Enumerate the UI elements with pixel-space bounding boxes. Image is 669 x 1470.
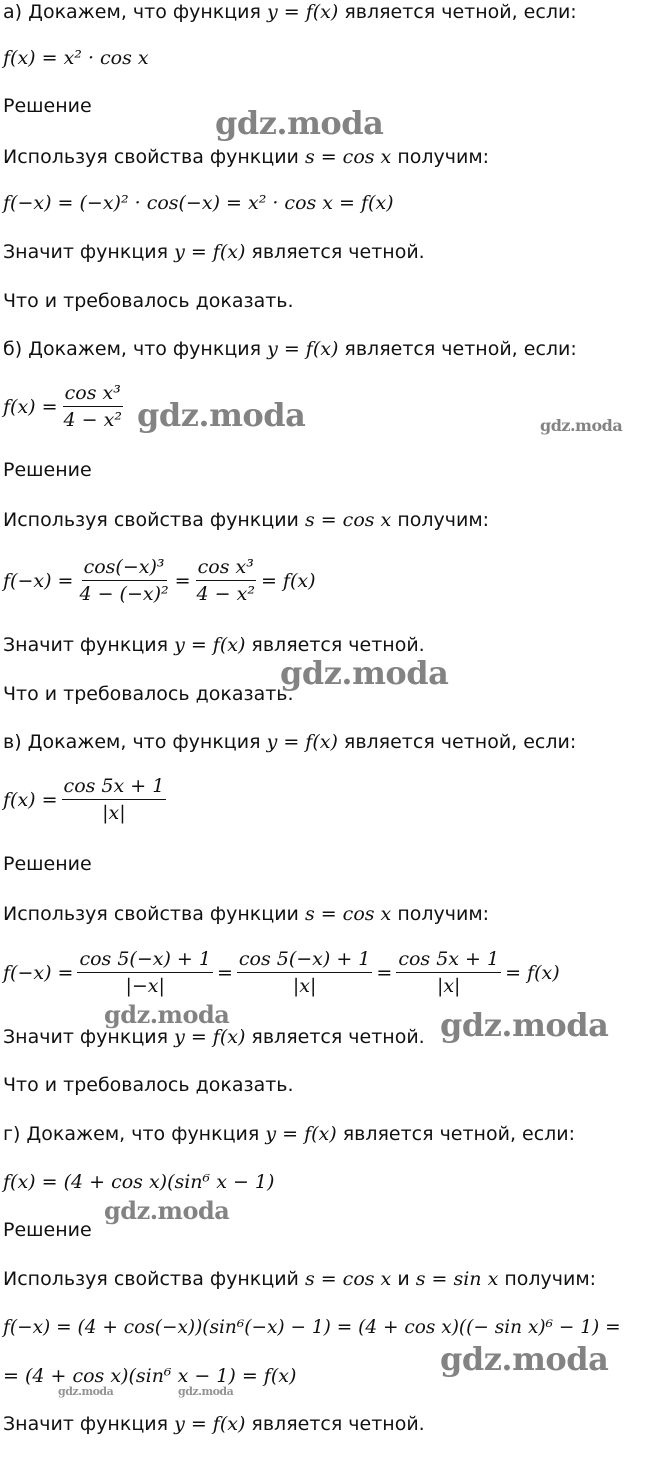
part-g-task: г) Докажем, что функция y = f(x) является четной, если: (3, 1123, 576, 1145)
part-v-solution-label: Решение (3, 853, 92, 875)
watermark-logo: gdz.moda (58, 1385, 114, 1398)
watermark-logo: gdz.moda (104, 1000, 230, 1029)
part-g-conclusion: Значит функция y = f(x) является четной. (3, 1413, 425, 1435)
part-b-solution-label: Решение (3, 459, 92, 481)
watermark-logo: gdz.moda (137, 396, 306, 434)
part-g-derivation-line-1: f(−x) = (4 + cos(−x))(sin⁶(−x) − 1) = (4 + cos x)((− sin x)⁶ − 1) = (3, 1317, 621, 1338)
fraction: $\frac{\text{cos x³}}{\text{4 − x²}}$ (196, 556, 255, 605)
watermark-logo: gdz.moda (104, 1196, 230, 1225)
part-a-using: Используя свойства функции s = cos x получим: (3, 146, 490, 168)
part-v-using: Используя свойства функции s = cos x получим: (3, 903, 490, 925)
part-g-derivation-line-2: = (4 + cos x)(sin⁶ x − 1) = f(x) (3, 1365, 297, 1387)
part-v-formula: f(x) = $\frac{\cos 5x + 1}{|x|}$ (3, 775, 165, 824)
part-v-derivation: f(−x) = $\frac{\cos 5(-x) + 1}{|-x|}$ = $\frac{\cos 5(-x) + 1}{|x|}$ = $\frac{\cos 5x + 1}{|x|}$ = f(x) (3, 948, 560, 997)
fraction: $\frac{\cos 5(-x) + 1}{|x|}$ (238, 948, 371, 997)
part-b-conclusion: Значит функция y = f(x) является четной. (3, 634, 425, 656)
fraction: $\frac{\cos 5x + 1}{|x|}$ (63, 775, 165, 824)
part-b-task: б) Докажем, что функция y = f(x) является четной, если: (3, 338, 577, 360)
part-g-formula: f(x) = (4 + cos x)(sin⁶ x − 1) (3, 1171, 275, 1193)
fraction: $\frac{\text{cos(−x)³}}{\text{4 − (−x)²}}$ (79, 556, 169, 605)
watermark-logo: gdz.moda (440, 1340, 609, 1378)
part-a-derivation: f(−x) = (−x)² · cos(−x) = x² · cos x = f(x) (3, 192, 394, 214)
part-b-formula: f(x) = $\frac{\text{cos x³}}{\text{4 − x²}}$ (3, 382, 122, 431)
part-a-task: а) Докажем, что функция y = f(x) является четной, если: (3, 1, 577, 23)
part-v-task: в) Докажем, что функция y = f(x) является четной, если: (3, 731, 577, 753)
part-g-using: Используя свойства функций s = cos x и s = sin x получим: (3, 1268, 597, 1290)
watermark-logo: gdz.moda (440, 1006, 609, 1044)
part-b-derivation: f(−x) = $\frac{\text{cos(−x)³}}{\text{4 − (−x)²}}$ = $\frac{\text{cos x³}}{\text{4 − x²}}$ = f(x) (3, 556, 316, 605)
fraction: $\frac{\text{cos x³}}{\text{4 − x²}}$ (63, 382, 122, 431)
watermark-logo: gdz.moda (178, 1385, 234, 1398)
part-a-qed: Что и требовалось доказать. (3, 290, 294, 312)
part-g-solution-label: Решение (3, 1219, 92, 1241)
watermark-logo: gdz.moda (280, 654, 449, 692)
part-a-conclusion: Значит функция y = f(x) является четной. (3, 241, 425, 263)
watermark-logo: gdz.moda (215, 104, 384, 142)
part-b-using: Используя свойства функции s = cos x получим: (3, 509, 490, 531)
fraction: $\frac{\cos 5(-x) + 1}{|-x|}$ (79, 948, 211, 997)
part-v-qed: Что и требовалось доказать. (3, 1074, 294, 1096)
part-b-qed: Что и требовалось доказать. (3, 683, 294, 705)
fraction: $\frac{\cos 5x + 1}{|x|}$ (398, 948, 500, 997)
part-a-solution-label: Решение (3, 95, 92, 117)
part-a-formula: f(x) = x² · cos x (3, 47, 149, 69)
part-v-conclusion: Значит функция y = f(x) является четной. (3, 1026, 425, 1048)
watermark-logo: gdz.moda (540, 416, 623, 435)
